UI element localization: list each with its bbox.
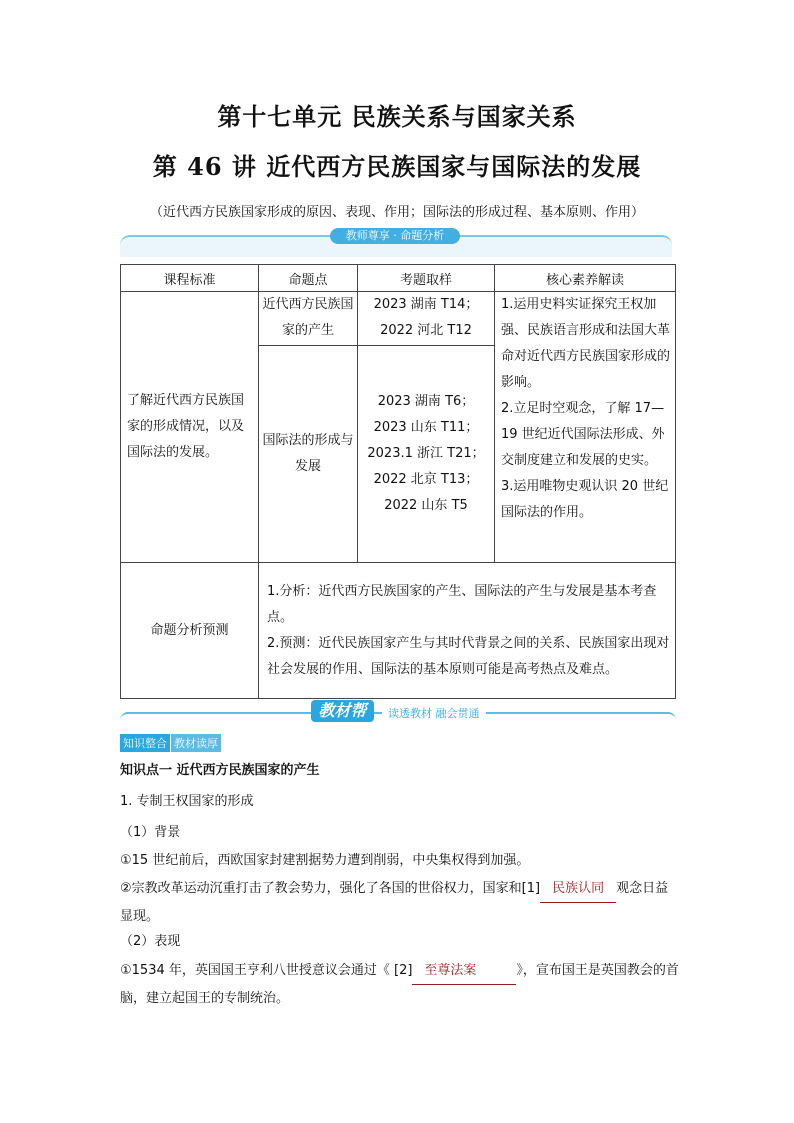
paragraph-3 (120, 957, 680, 1012)
knowledge-point-title: 知识点一 近代西方民族国家的产生 (120, 763, 320, 778)
point-international-law: 国际法的形成与发展 (259, 346, 358, 563)
teacher-banner-label: 教师尊享 · 命题分析 (330, 228, 460, 244)
literacy-item: 3.运用唯物史观认识 20 世纪国际法的作用。 (501, 479, 669, 520)
sample-item: 2022 河北 T12 (380, 323, 472, 338)
lecture-title: 第 46 讲 近代西方民族国家与国际法的发展 (152, 152, 642, 181)
sample-item: 2023 湖南 T14； (373, 297, 479, 312)
course-standard: 了解近代西方民族国家的形成情况，以及国际法的发展。 (121, 292, 259, 563)
p2-before: ②宗教改革运动沉重打击了教会势力，强化了各国的世俗权力，国家和[1] (120, 881, 541, 896)
curriculum-table (120, 264, 676, 699)
blank-answer-1: 民族认同 (540, 875, 616, 903)
blank-answer-2: 至尊法案 (412, 957, 516, 985)
scope-subtitle: （近代西方民族国家形成的原因、表现、作用；国际法的形成过程、基本原则、作用） (149, 205, 644, 220)
teacher-banner (120, 229, 672, 257)
section-chips (120, 734, 221, 752)
literacy-cell (495, 292, 676, 563)
literacy-item: 1.运用史料实证探究王权加强、民族语言形成和法国大革命对近代西方民族国家形成的影响。 (501, 297, 671, 390)
sample-item: 2022 山东 T5 (384, 498, 468, 513)
forecast-item: 1.分析：近代西方民族国家的产生、国际法的产生与发展是基本考查点。 (267, 583, 657, 625)
forecast-cell (259, 563, 676, 699)
textbook-tag: 教材帮 (311, 700, 374, 722)
chip-knowledge: 知识整合 (120, 734, 170, 752)
forecast-item: 2.预测：近代民族国家产生与其时代背景之间的关系、民族国家出现对社会发展的作用、国际法的基本原则可能是高考热点及难点。 (267, 635, 670, 677)
paragraph-2 (120, 875, 680, 930)
subheading-performance: （2）表现 (120, 934, 181, 949)
header-point: 命题点 (259, 265, 358, 292)
samples-international-law (358, 346, 495, 563)
header-standard: 课程标准 (121, 265, 259, 292)
textbook-banner (120, 701, 676, 726)
paragraph-1: ①15 世纪前后，西欧国家封建割据势力遭到削弱，中央集权得到加强。 (120, 853, 530, 868)
section-heading: 1. 专制王权国家的形成 (120, 794, 254, 809)
forecast-label: 命题分析预测 (121, 563, 259, 699)
p2-after: 观念日益显现。 (120, 881, 669, 924)
textbook-subtag: 读透教材 融会贯通 (382, 705, 486, 721)
literacy-item: 2.立足时空观念，了解 17—19 世纪近代国际法形成、外交制度建立和发展的史实。 (501, 401, 665, 468)
p3-after: 》，宣布国王是英国教会的首脑，建立起国王的专制统治。 (120, 963, 679, 1006)
sample-item: 2022 北京 T13； (373, 472, 479, 487)
sample-item: 2023.1 浙江 T21； (367, 446, 485, 461)
sample-item: 2023 山东 T11； (373, 420, 479, 435)
header-literacy: 核心素养解读 (495, 265, 676, 292)
sample-item: 2023 湖南 T6； (377, 394, 475, 409)
point-nation-state: 近代西方民族国家的产生 (259, 292, 358, 346)
chip-reading: 教材读厚 (171, 734, 221, 752)
unit-title: 第十七单元 民族关系与国家关系 (217, 103, 577, 131)
samples-nation-state (358, 292, 495, 346)
header-samples: 考题取样 (358, 265, 495, 292)
p3-before: ①1534 年，英国国王亨利八世授意议会通过《 [2] (120, 963, 413, 978)
subheading-background: （1）背景 (120, 825, 181, 840)
